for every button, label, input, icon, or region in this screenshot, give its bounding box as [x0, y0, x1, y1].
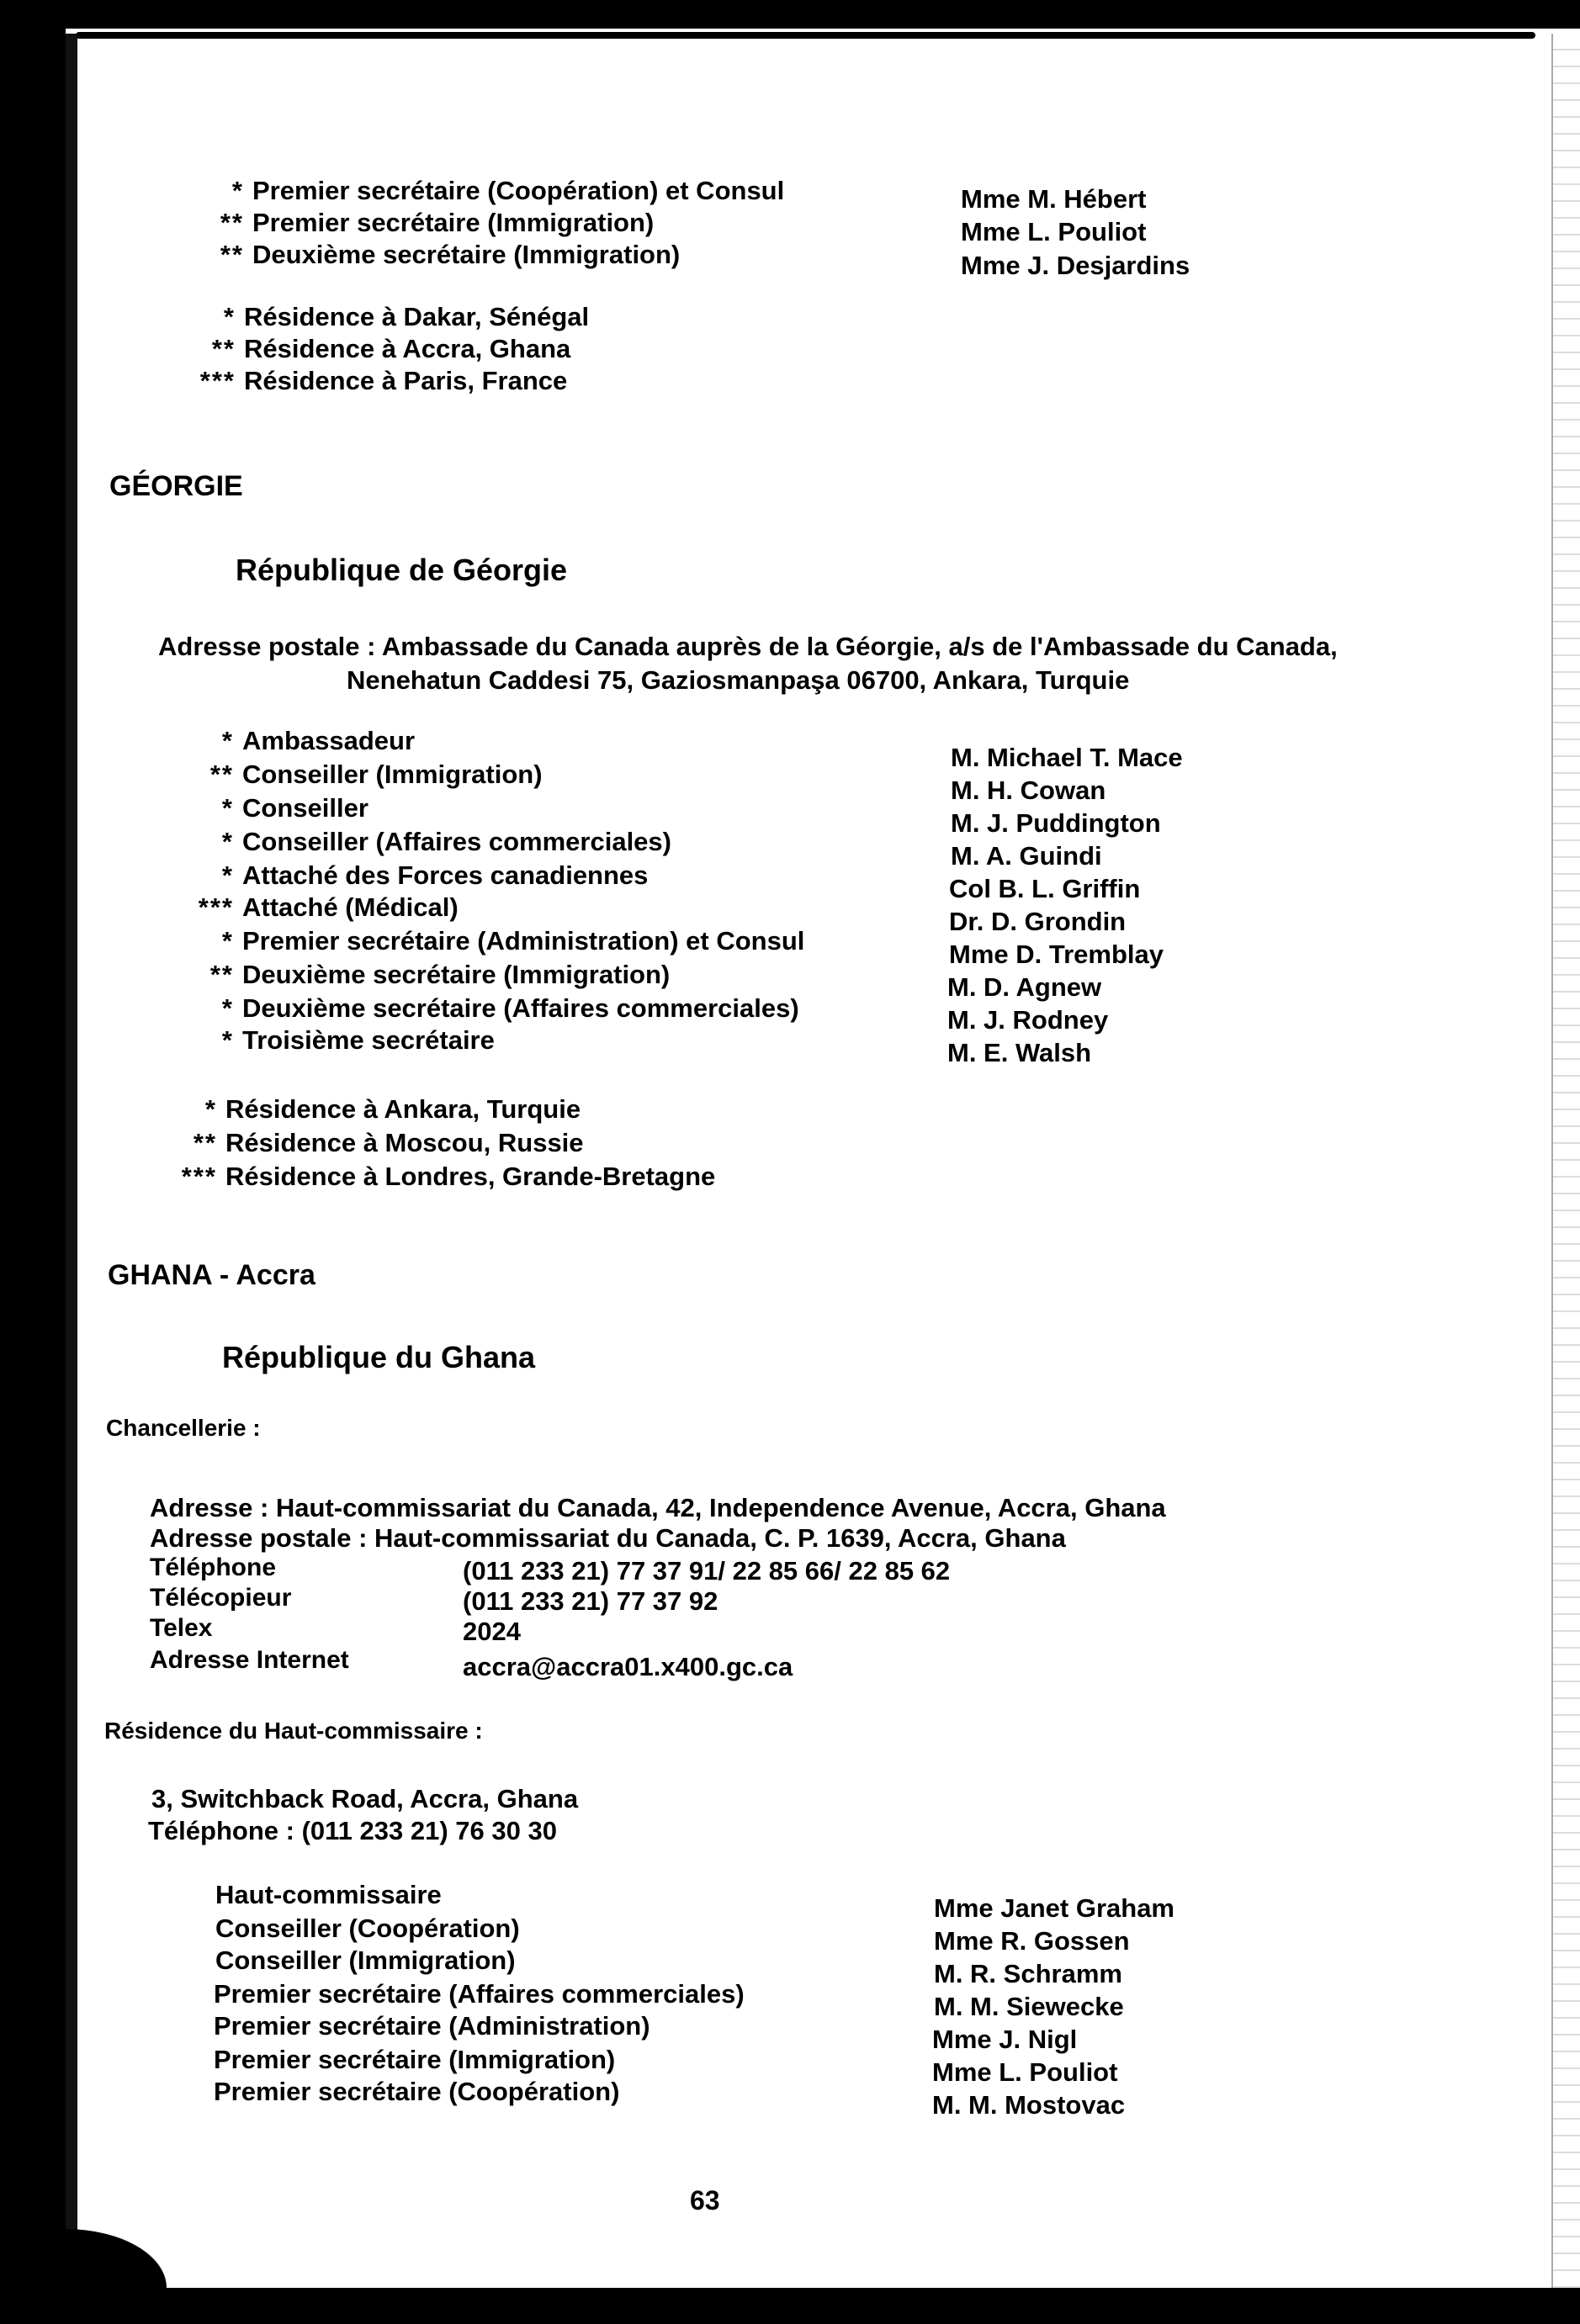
residence-phone: Téléphone : (011 233 21) 76 30 30 [148, 1816, 557, 1845]
chancery-postal-address: Adresse postale : Haut-commissariat du Canada, C. P. 1639, Accra, Ghana [150, 1523, 1066, 1553]
staff-name: Mme J. Desjardins [961, 251, 1190, 280]
staff-row [183, 725, 415, 757]
footnote-marker: * [204, 1094, 217, 1124]
country-heading: GHANA - Accra [108, 1259, 315, 1291]
staff-row [183, 1024, 495, 1056]
staff-title: Conseiller (Coopération) [215, 1914, 520, 1943]
footnote-marker: * [231, 176, 244, 205]
staff-title: Premier secrétaire (Coopération) et Consul [252, 176, 785, 205]
staff-name: Col B. L. Griffin [949, 874, 1141, 903]
staff-title: Premier secrétaire (Administration) et Consul [242, 926, 805, 956]
footnote-marker: ** [211, 334, 236, 363]
staff-title: Conseiller (Affaires commerciales) [242, 827, 671, 856]
phone-value: (011 233 21) 77 37 91/ 22 85 66/ 22 85 62 [463, 1556, 951, 1586]
note-text: Résidence à Paris, France [244, 366, 568, 395]
staff-name: Mme R. Gossen [934, 1926, 1130, 1956]
fax-value: (011 233 21) 77 37 92 [463, 1586, 718, 1616]
contact-label: Adresse Internet [150, 1646, 349, 1674]
footnote-marker: * [221, 926, 234, 956]
footnote-marker: ** [220, 208, 244, 237]
official-name: République de Géorgie [236, 553, 568, 587]
postal-line: Ambassade du Canada auprès de la Géorgie, a/s de l'Ambassade du Canada, [381, 632, 1338, 661]
staff-name: M. M. Siewecke [934, 1992, 1124, 2021]
residence-note [185, 333, 570, 365]
note-text: Résidence à Accra, Ghana [244, 334, 571, 363]
telex-value: 2024 [463, 1617, 521, 1646]
staff-title: Premier secrétaire (Immigration) [214, 2045, 616, 2074]
staff-row [183, 826, 671, 858]
staff-name: M. J. Rodney [947, 1005, 1109, 1035]
staff-name: M. A. Guindi [951, 841, 1102, 871]
staff-name: M. Michael T. Mace [951, 743, 1183, 772]
footnote-marker: ** [209, 760, 234, 789]
staff-row [183, 959, 670, 991]
staff-title: Ambassadeur [242, 726, 416, 755]
footnote-marker: * [221, 1025, 234, 1055]
residence-note [167, 1093, 581, 1125]
footnote-marker: *** [199, 366, 236, 395]
staff-name: Mme L. Pouliot [961, 217, 1147, 246]
staff-name: M. J. Puddington [951, 808, 1161, 838]
staff-row [183, 993, 799, 1024]
postal-address [158, 631, 1338, 663]
note-text: Résidence à Moscou, Russie [225, 1128, 584, 1157]
staff-title: Troisième secrétaire [242, 1025, 495, 1055]
staff-title: Haut-commissaire [215, 1880, 442, 1909]
staff-name: Mme M. Hébert [961, 184, 1147, 214]
country-heading: GÉORGIE [109, 470, 243, 502]
staff-title: Premier secrétaire (Affaires commerciales) [214, 1979, 745, 2009]
staff-title: Conseiller (Immigration) [215, 1945, 516, 1975]
page-number: 63 [690, 2185, 720, 2215]
staff-row [194, 207, 654, 239]
footnote-marker: * [221, 827, 234, 856]
footnote-marker: ** [193, 1128, 217, 1157]
official-name: République du Ghana [222, 1340, 536, 1374]
postal-line: Nenehatun Caddesi 75, Gaziosmanpaşa 06700, Ankara, Turquie [347, 665, 1130, 695]
staff-title: Attaché (Médical) [242, 892, 459, 922]
staff-name: Mme D. Tremblay [949, 940, 1164, 969]
footnote-marker: ** [209, 960, 234, 989]
staff-name: Mme J. Nigl [932, 2025, 1078, 2054]
staff-title: Premier secrétaire (Administration) [214, 2011, 650, 2041]
staff-row [183, 860, 648, 892]
residence-label: Résidence du Haut-commissaire : [104, 1718, 483, 1744]
staff-name: Mme Janet Graham [934, 1893, 1174, 1923]
staff-title: Premier secrétaire (Coopération) [214, 2077, 620, 2106]
staff-title: Premier secrétaire (Immigration) [252, 208, 655, 237]
contact-label: Téléphone [150, 1554, 277, 1581]
staff-name: M. E. Walsh [947, 1038, 1092, 1067]
residence-note [185, 301, 589, 333]
contact-label: Télécopieur [150, 1584, 292, 1612]
staff-title: Attaché des Forces canadiennes [242, 860, 649, 890]
footnote-marker: *** [181, 1162, 217, 1191]
staff-name: M. R. Schramm [934, 1959, 1122, 1988]
footnote-marker: * [221, 860, 234, 890]
note-text: Résidence à Londres, Grande-Bretagne [225, 1162, 716, 1191]
chancellerie-label: Chancellerie : [106, 1415, 261, 1441]
footnote-marker: * [221, 993, 234, 1023]
staff-title: Conseiller (Immigration) [242, 760, 543, 789]
note-text: Résidence à Ankara, Turquie [225, 1094, 581, 1124]
staff-title: Deuxième secrétaire (Affaires commerciales) [242, 993, 799, 1023]
chancery-address: Adresse : Haut-commissariat du Canada, 42, Independence Avenue, Accra, Ghana [150, 1493, 1166, 1522]
residence-note [167, 1161, 715, 1193]
footnote-marker: * [223, 302, 236, 331]
staff-name: Mme L. Pouliot [932, 2057, 1118, 2087]
residence-note [185, 365, 567, 397]
staff-name: Dr. D. Grondin [949, 907, 1127, 936]
staff-row [183, 792, 368, 824]
residence-address: 3, Switchback Road, Accra, Ghana [151, 1784, 579, 1813]
staff-name: M. M. Mostovac [932, 2090, 1126, 2120]
staff-name: M. H. Cowan [951, 776, 1106, 805]
email-value: accra@accra01.x400.gc.ca [463, 1652, 793, 1681]
staff-row [183, 759, 543, 791]
staff-title: Conseiller [242, 793, 368, 823]
postal-label: Adresse postale : [158, 632, 376, 661]
staff-title: Deuxième secrétaire (Immigration) [242, 960, 671, 989]
staff-row [194, 239, 680, 271]
staff-row [183, 892, 459, 924]
footnote-marker: * [221, 793, 234, 823]
note-text: Résidence à Dakar, Sénégal [244, 302, 590, 331]
staff-row [194, 175, 784, 207]
footnote-marker: * [221, 726, 234, 755]
staff-row [183, 925, 804, 957]
residence-note [167, 1127, 584, 1159]
contact-label: Telex [150, 1614, 213, 1642]
staff-name: M. D. Agnew [947, 972, 1102, 1002]
footnote-marker: ** [220, 240, 244, 269]
staff-title: Deuxième secrétaire (Immigration) [252, 240, 681, 269]
footnote-marker: *** [198, 892, 234, 922]
